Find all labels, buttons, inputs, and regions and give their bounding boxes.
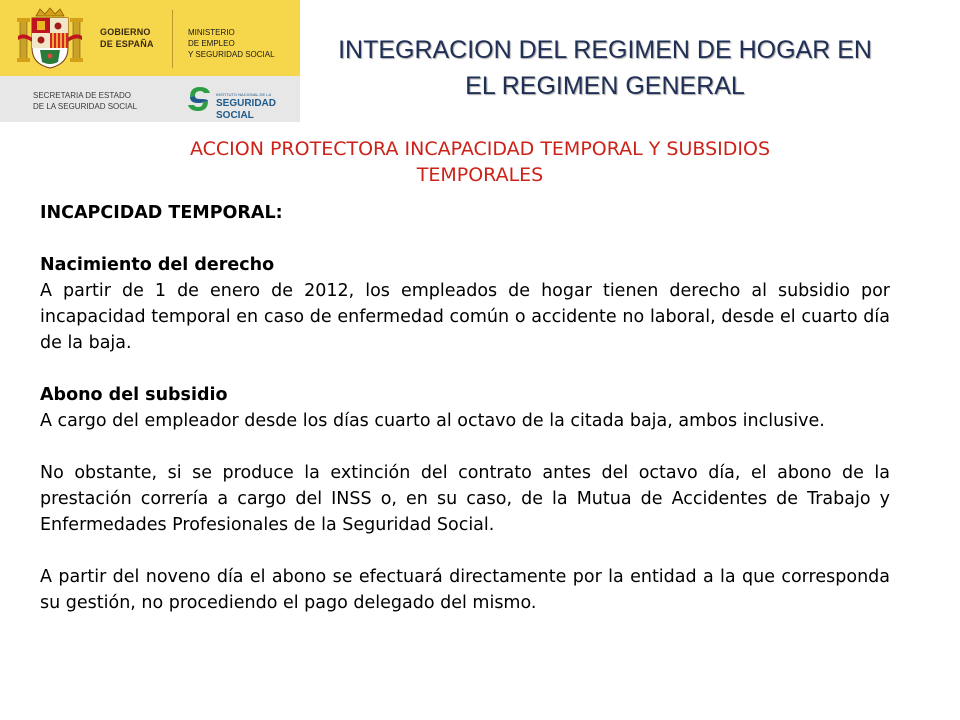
- section-heading: INCAPCIDAD TEMPORAL:: [40, 203, 283, 223]
- nacimiento-heading: Nacimiento del derecho: [40, 255, 275, 275]
- page-subtitle: [50, 136, 910, 188]
- document-body: [40, 200, 890, 616]
- page-title-line1: INTEGRACION DEL REGIMEN DE HOGAR EN: [338, 36, 872, 64]
- ss-big-label: SEGURIDAD SOCIAL: [216, 98, 277, 121]
- no-obstante-paragraph: No obstante, si se produce la extinción del contrato antes del octavo día, el abono de la prestación correría a cargo del INSS o, en su caso, de la Mutua de Accidentes de Trabajo y Enfermedades Profesionales de la Seguridad Social.: [40, 463, 890, 535]
- page-title: [318, 32, 892, 104]
- abono-heading: Abono del subsidio: [40, 385, 228, 405]
- ss-small-label: INSTITUTO NACIONAL DE LA: [216, 92, 272, 97]
- gobierno-de-espana-label: GOBIERNO DE ESPAÑA: [100, 27, 154, 49]
- secretaria-label: SECRETARIA DE ESTADO DE LA SEGURIDAD SOCIAL: [33, 91, 138, 111]
- ministerio-label: MINISTERIO DE EMPLEO Y SEGURIDAD SOCIAL: [188, 28, 275, 59]
- seguridad-social-logo-icon: [186, 85, 212, 113]
- header-banner: [0, 0, 300, 122]
- page-title-line2: EL REGIMEN GENERAL: [465, 72, 745, 100]
- noveno-dia-paragraph: A partir del noveno día el abono se efectuará directamente por la entidad a la que corresponda su gestión, no procediendo el pago delegado del mismo.: [40, 567, 890, 613]
- spain-coat-of-arms-icon: [14, 6, 86, 70]
- abono-paragraph: A cargo del empleador desde los días cuarto al octavo de la citada baja, ambos inclusive.: [40, 411, 825, 431]
- page-subtitle-line1: ACCION PROTECTORA INCAPACIDAD TEMPORAL Y SUBSIDIOS: [189, 138, 771, 160]
- banner-divider: [172, 10, 173, 68]
- nacimiento-paragraph: A partir de 1 de enero de 2012, los empleados de hogar tienen derecho al subsidio por incapacidad temporal en caso de enfermedad común o accidente no laboral, desde el cuarto día de la baja.: [40, 281, 890, 353]
- page-subtitle-line2: TEMPORALES: [416, 164, 544, 186]
